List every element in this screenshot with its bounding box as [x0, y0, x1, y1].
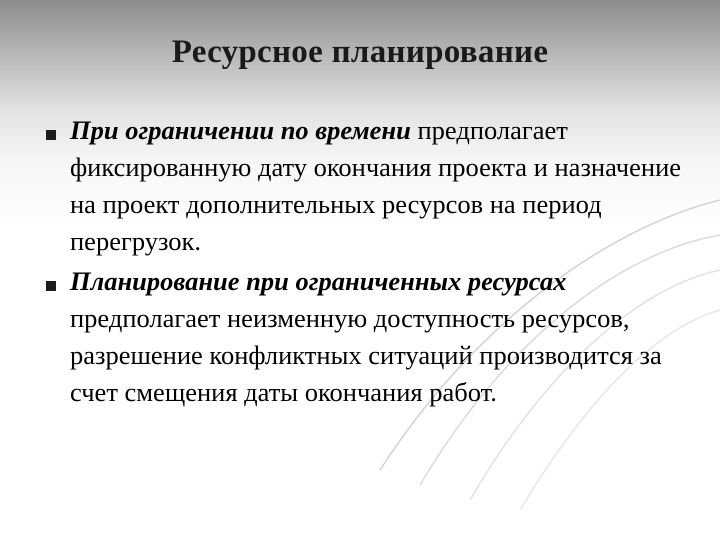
- bullet-list: [44, 112, 694, 414]
- bullet-item-resource-constraint: [44, 263, 694, 411]
- bullet-emphasis: При ограничении по времени: [70, 115, 411, 145]
- bullet-item-time-constraint: [44, 112, 694, 260]
- bullet-text: предполагает неизменную доступность ресурсов, разрешение конфликтных ситуаций производится за счет смещения даты окончания работ.: [70, 303, 662, 407]
- slide-title: Ресурсное планирование: [171, 34, 549, 70]
- square-bullet-icon: [46, 281, 56, 291]
- square-bullet-icon: [46, 130, 56, 140]
- bullet-emphasis: Планирование при ограниченных ресурсах: [70, 266, 567, 296]
- bullet-text: предполагает фиксированную дату окончания проекта и назначение на проект дополнительных ресурсов на период перегрузок.: [70, 115, 682, 256]
